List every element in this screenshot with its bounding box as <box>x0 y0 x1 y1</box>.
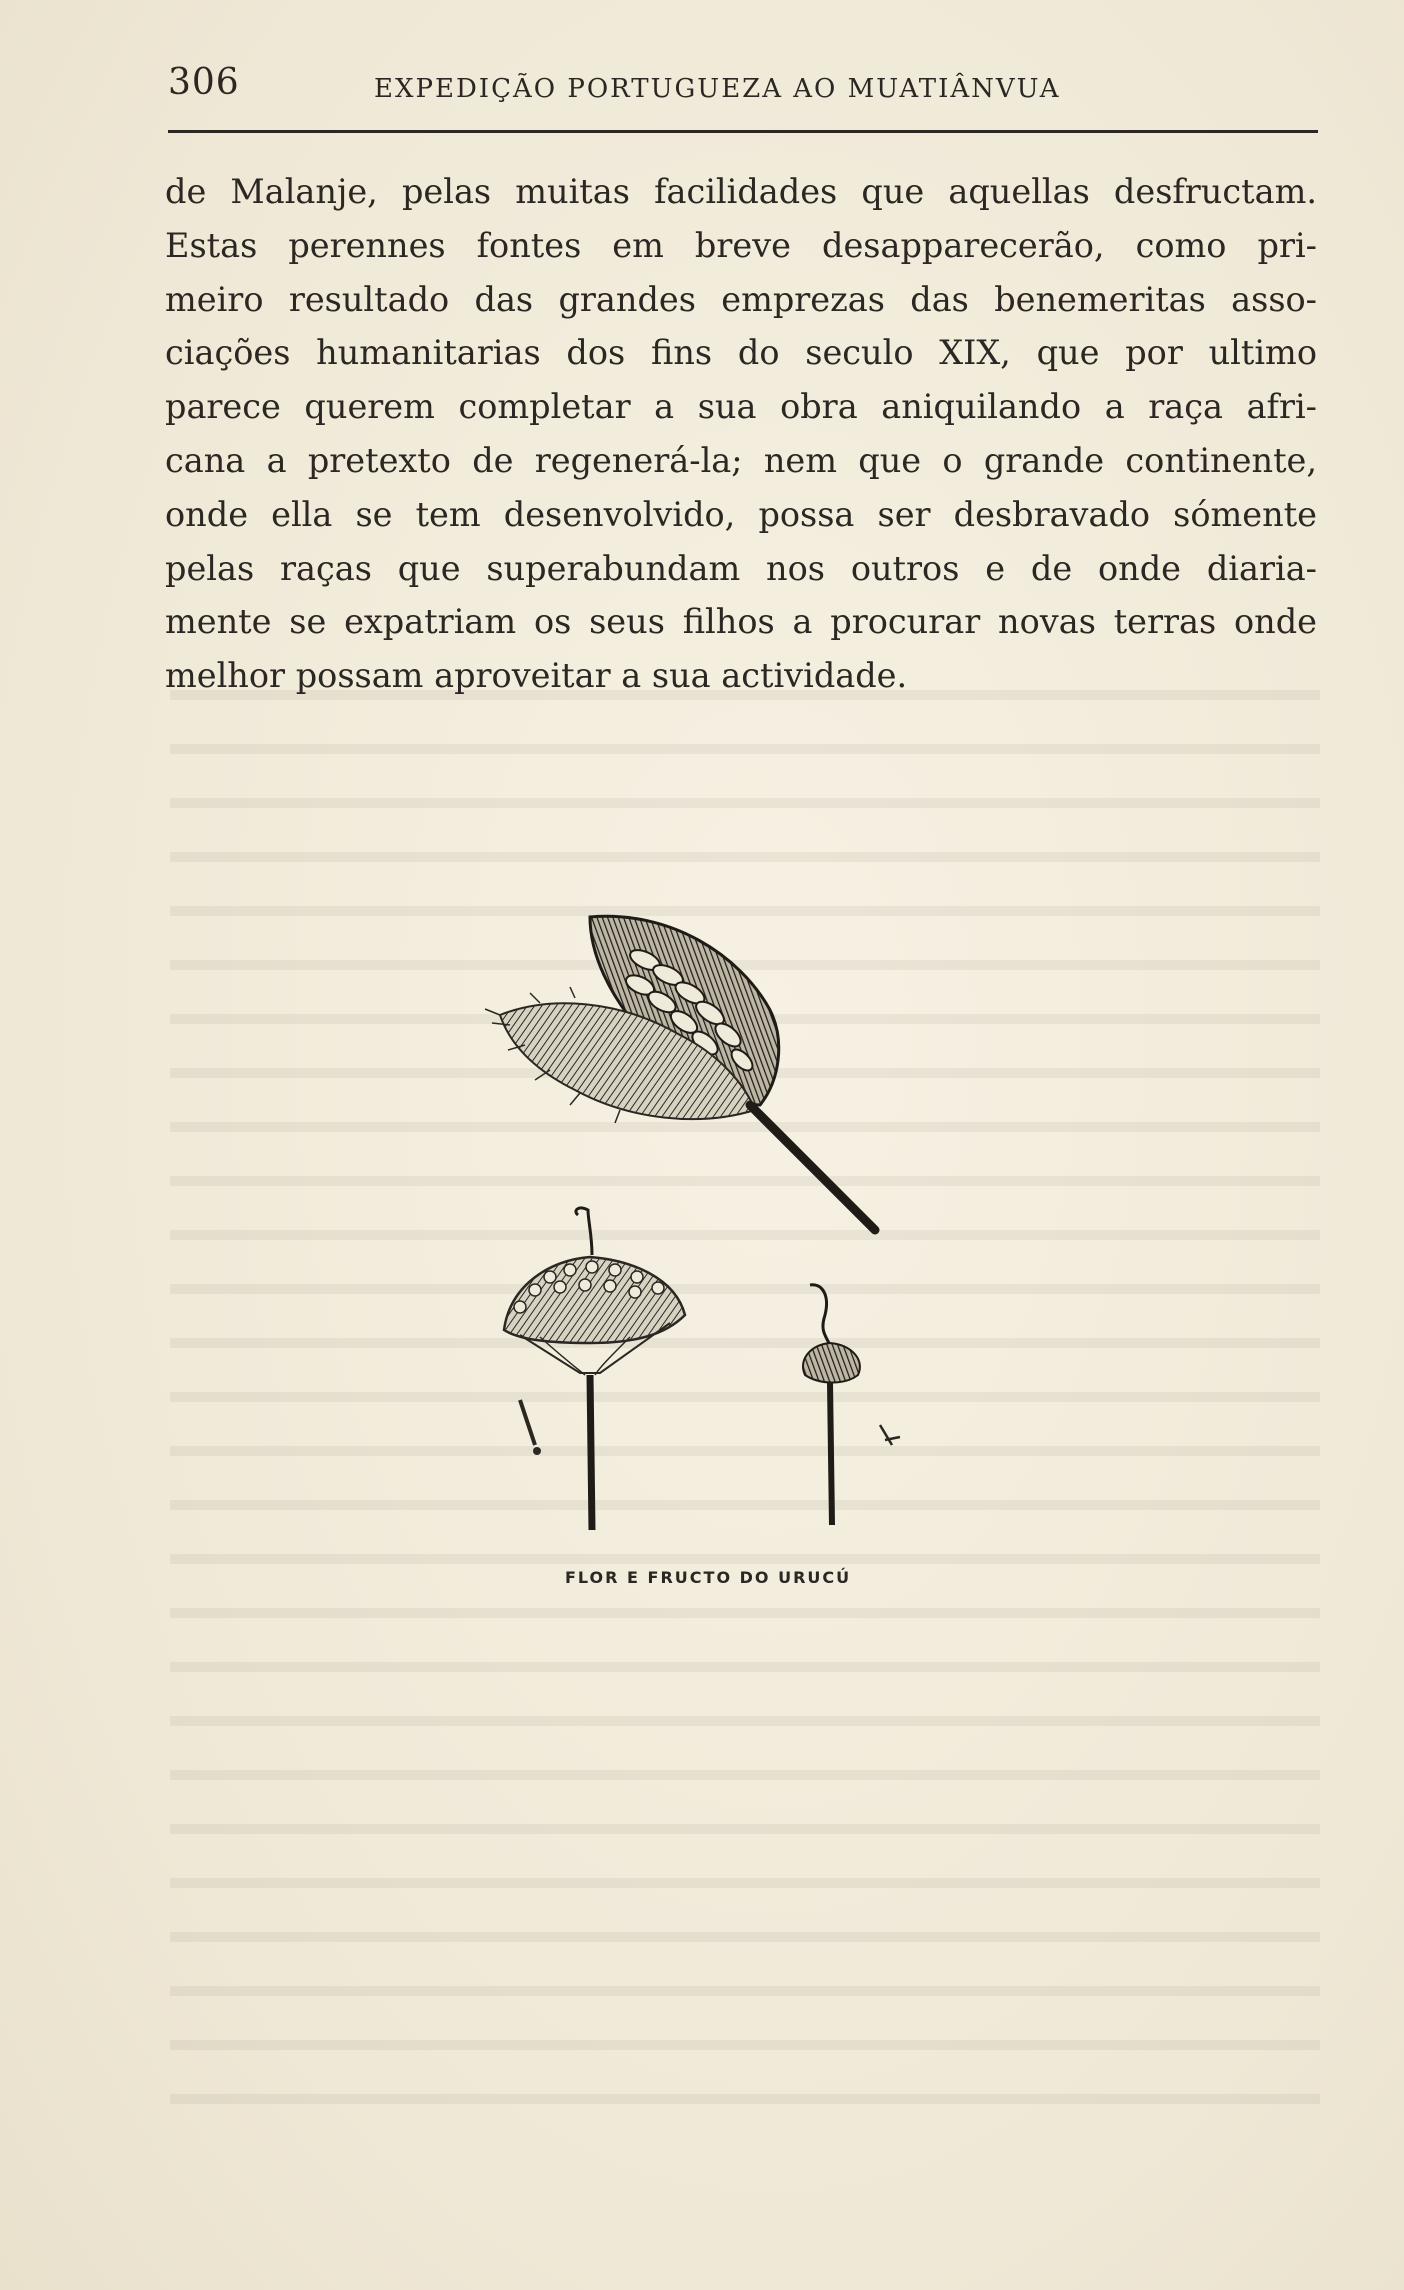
text-line: meiro resultado das grandes emprezas das benemeritas asso- <box>165 279 1317 319</box>
text-line: mente se expatriam os seus filhos a procurar novas terras onde <box>165 602 1317 642</box>
text-line: de Malanje, pelas muitas facilidades que aquellas desfructam. <box>165 172 1317 211</box>
text-line: Estas perennes fontes em breve desapparecerão, como pri- <box>165 225 1317 265</box>
text-line: ciações humanitarias dos fins do seculo XIX, que por ultimo <box>165 333 1317 373</box>
text-line: pelas raças que superabundam nos outros e de onde diaria- <box>165 548 1317 588</box>
body-paragraph <box>165 165 1317 703</box>
fruit-capsule-icon <box>485 916 875 1230</box>
running-title: EXPEDIÇÃO PORTUGUEZA AO MUATIÂNVUA <box>374 74 1061 104</box>
text-line: cana a pretexto de regenerá-la; nem que o grande continente, <box>165 440 1317 480</box>
bud-icon <box>803 1285 900 1525</box>
urucu-illustration <box>480 905 980 1545</box>
text-line: melhor possam aproveitar a sua actividade. <box>165 656 908 696</box>
header-rule <box>168 130 1318 133</box>
text-line: onde ella se tem desenvolvido, possa ser desbravado sómente <box>165 494 1317 534</box>
page-number: 306 <box>168 62 240 103</box>
figure-caption: FLOR E FRUCTO DO URUCÚ <box>565 1568 852 1587</box>
text-line: parece querem completar a sua obra aniquilando a raça afri- <box>165 387 1317 427</box>
flower-icon <box>504 1208 685 1530</box>
page-header <box>168 62 1318 112</box>
